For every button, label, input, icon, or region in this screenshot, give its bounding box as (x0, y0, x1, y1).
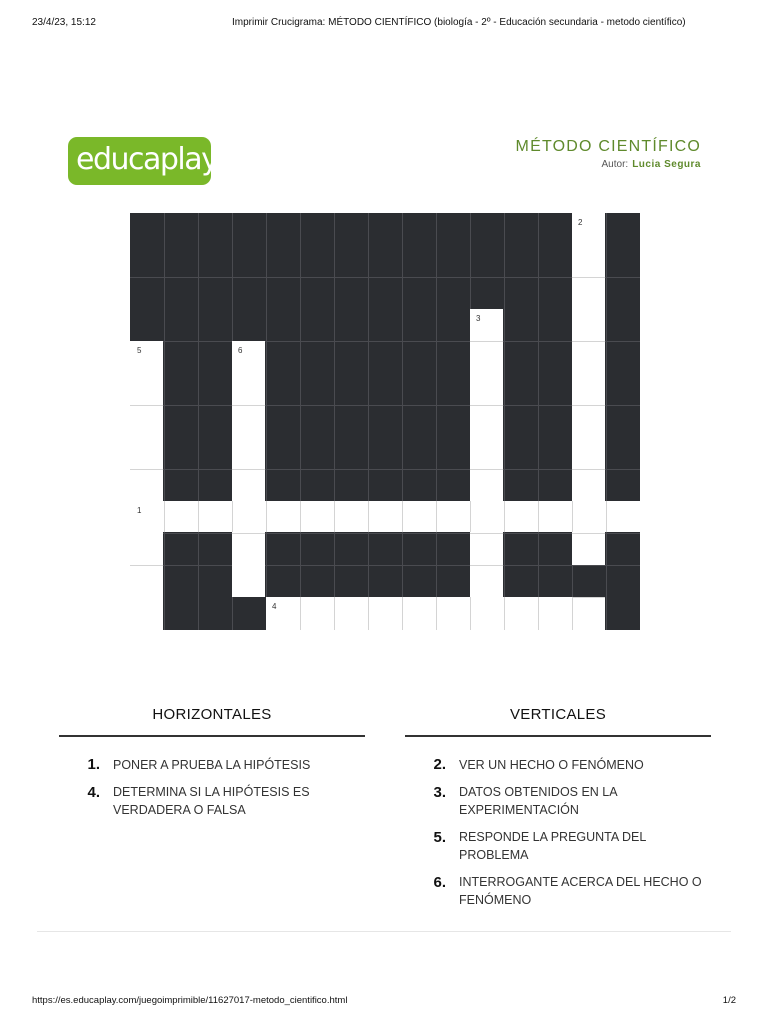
footer-url[interactable]: https://es.educaplay.com/juegoimprimible/11627017-metodo_cientifico.html (32, 995, 348, 1006)
author-name: Lucia Segura (632, 159, 701, 170)
word-5-cells[interactable] (130, 341, 163, 630)
vertical-rule (405, 735, 711, 737)
vertical-heading: VERTICALES (509, 706, 607, 723)
clue-number: 6. (433, 874, 446, 891)
document-author (602, 159, 702, 170)
clue-number: 2. (433, 756, 446, 773)
clue-text: PONER A PRUEBA LA HIPÓTESIS (113, 758, 311, 772)
footer-divider (37, 931, 731, 932)
clue-number: 3. (433, 784, 446, 801)
clue-text: DETERMINA SI LA HIPÓTESIS ES VERDADERA O FALSA (113, 785, 310, 817)
crossword-grid (130, 213, 640, 630)
print-date: 23/4/23, 15:12 (32, 17, 96, 28)
print-header (32, 17, 736, 31)
clue-number: 5. (433, 829, 446, 846)
clue-text: RESPONDE LA PREGUNTA DEL PROBLEMA (459, 830, 646, 862)
page-number: 1/2 (722, 995, 736, 1006)
educaplay-logo (68, 137, 218, 185)
author-label: Autor: (601, 159, 629, 170)
clue-number-5: 5 (137, 346, 142, 355)
clue-number-6: 6 (238, 346, 243, 355)
logo-text: educaplay (76, 142, 218, 177)
clue-number-4: 4 (272, 602, 277, 611)
clue-number: 4. (87, 784, 100, 801)
horizontal-heading: HORIZONTALES (152, 706, 272, 723)
clue-number-2: 2 (578, 218, 583, 227)
clue-number: 1. (87, 756, 100, 773)
document-title: MÉTODO CIENTÍFICO (515, 138, 701, 155)
clue-number-3: 3 (476, 314, 481, 323)
clue-text: INTERROGANTE ACERCA DEL HECHO O FENÓMENO (459, 875, 702, 907)
clue-text: DATOS OBTENIDOS EN LA EXPERIMENTACIÓN (459, 785, 617, 817)
print-title: Imprimir Crucigrama: MÉTODO CIENTÍFICO (biología - 2º - Educación secundaria - metodo científico) (232, 17, 686, 28)
clue-text: VER UN HECHO O FENÓMENO (459, 758, 644, 772)
clue-number-1: 1 (137, 506, 142, 515)
horizontal-rule (59, 735, 365, 737)
word-1-cells[interactable] (130, 501, 640, 532)
